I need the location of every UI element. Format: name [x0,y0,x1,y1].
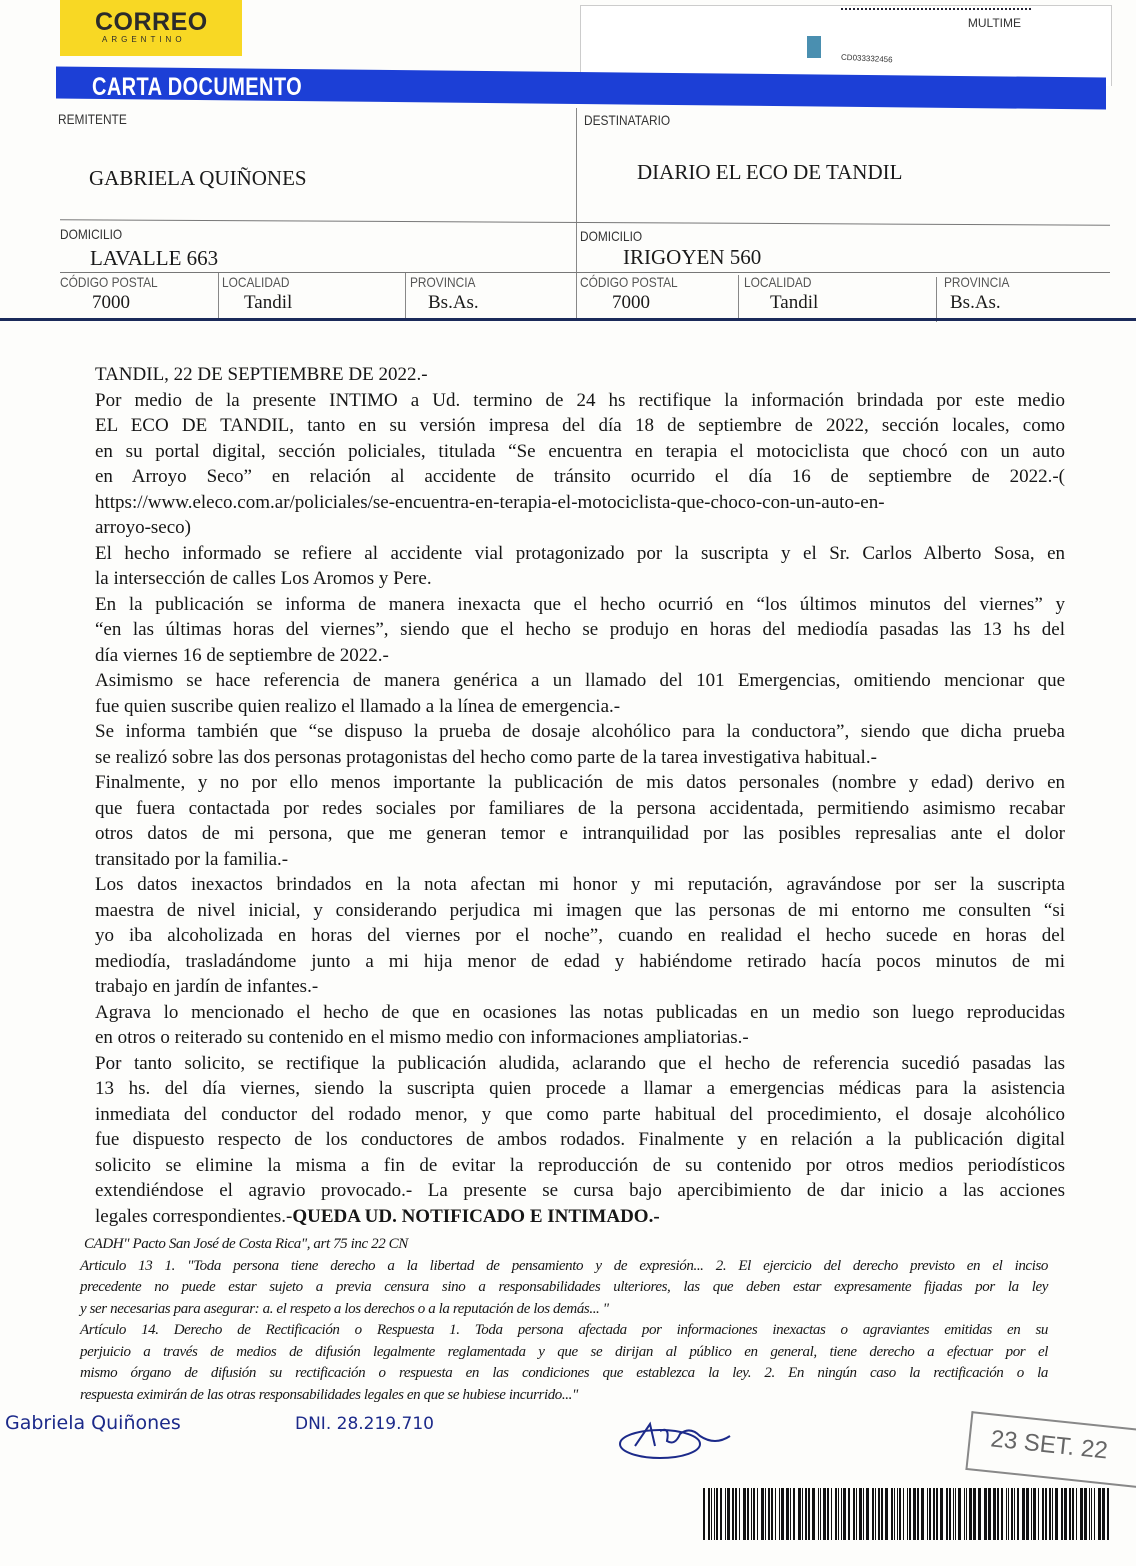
sender-cp-label: CÓDIGO POSTAL [60,274,158,290]
letter-line [95,668,1065,694]
barcode-bar [793,1488,795,1540]
postmark-stamp [965,1411,1136,1488]
letter-line [95,974,1065,1000]
barcode-bar [853,1488,855,1540]
barcode-bar [984,1488,987,1540]
postmark-date: 23 SET. 22 [989,1425,1109,1465]
letter-line [95,872,1065,898]
barcode-bar [1038,1488,1039,1540]
recipient-address: IRIGOYEN 560 [623,245,762,269]
barcode-bar [841,1488,842,1540]
barcode-bar [966,1488,967,1540]
form-title: CARTA DOCUMENTO [92,73,303,101]
letter-line [95,388,1065,414]
letter-line [95,1127,1065,1153]
barcode-bar [820,1488,821,1540]
barcode-bar [1080,1488,1083,1540]
cell-divider [218,273,219,318]
stamp-square-icon [807,36,821,58]
letter-line [95,923,1065,949]
recipient-locality: Tandil [770,292,819,313]
recipient-province: Bs.As. [950,292,1001,313]
barcode-bar [921,1488,924,1540]
letter-line [95,1076,1065,1102]
letter-text: en su portal digital, sección policiales, titulada “Se encuentra en terapia el motociclista que chocó con un auto [95,440,1065,462]
barcode-bar [1022,1488,1025,1540]
tracking-code: CD033332456 [840,52,893,65]
barcode-bar [708,1488,710,1540]
sender-locality: Tandil [244,292,293,313]
letter-text: extendiéndose el agravio provocado.- La presente se cursa bajo apercibimiento de dar inicio a las acciones [95,1180,1065,1201]
barcode-bar [716,1488,718,1540]
barcode-bar [940,1488,943,1540]
letter-text: El hecho informado se refiere al accidente vial protagonizado por la suscripta y el Sr. Carlos Alberto Sosa, en [95,542,1065,564]
letter-line [95,490,1065,516]
barcode-bar [727,1488,730,1540]
letter-line [95,1204,1065,1230]
barcode-bar [747,1488,749,1540]
barcode-bar [1033,1488,1036,1540]
letter-body [95,362,1065,1229]
barcode-bar [929,1488,931,1540]
letter-text: transitado por la familia.- [95,848,289,870]
barcode-bar [1076,1488,1077,1540]
handwritten-name: Gabriela Quiñones [5,1412,181,1434]
letter-line [95,643,1065,669]
barcode-bar [1008,1488,1009,1540]
form-bottom-edge [0,318,1136,321]
footnote-line: y ser necesarias para asegurar: a. el respeto a los derechos o a la reputación de los demás... " [80,1300,609,1317]
barcode-bar [872,1488,874,1540]
letter-line [95,1051,1065,1077]
barcode-bar [1026,1488,1029,1540]
barcode-bar [881,1488,883,1540]
barcode-bar [859,1488,862,1540]
footnote-line: precedente no puede estar sujeto a previa censura sino a responsabilidades ulteriores, las que deben estar expresamente fijadas por la ley [80,1279,1048,1295]
letter-text: arroyo-seco) [95,517,192,538]
barcode-bar [1011,1488,1013,1540]
sender-cp: 7000 [92,292,130,313]
barcode-bar [790,1488,791,1540]
barcode-bar [1006,1488,1007,1540]
barcode-bar [936,1488,938,1540]
footnote-line: Artículo 14. Derecho de Rectificación o Respuesta 1. Toda persona afectada por informaciones inexactas o agraviantes emitidas en su [80,1322,1048,1338]
barcode-bar [781,1488,784,1540]
barcode-bar [958,1488,961,1540]
barcode-bar [775,1488,776,1540]
barcode-bar [856,1488,857,1540]
barcode-bar [988,1488,991,1540]
barcode-bar [802,1488,803,1540]
barcode-bar [751,1488,752,1540]
barcode-bar [866,1488,869,1540]
recipient-cp-label: CÓDIGO POSTAL [580,274,678,290]
barcode-bar [1017,1488,1019,1540]
letter-text: mediodía, trasladándome junto a mi hija menor de edad y habiéndome retirado hacía pocos minutos de mi [95,950,1065,972]
letter-text: Finalmente, y no por ello menos importante la publicación de mis datos personales (nombre y edad) derivo en [95,772,1065,793]
letter-line [95,847,1065,873]
recipient-prov-label: PROVINCIA [944,274,1010,290]
letter-text: TANDIL, 22 DE SEPTIEMBRE DE 2022.- [95,364,428,385]
letter-text: que fuera contactada por redes sociales por familiares de la persona accidentada, permitiendo asimismo recabar [95,797,1065,819]
barcode-bar [1089,1488,1090,1540]
barcode-bar [863,1488,864,1540]
barcode-bar [732,1488,734,1540]
barcode-bar [875,1488,876,1540]
barcode-bar [1094,1488,1095,1540]
letter-text: https://www.eleco.com.ar/policiales/se-encuentra-en-terapia-el-motociclista-que-choco-con-un-auto-en- [95,491,885,513]
letter-line [95,949,1065,975]
barcode-bar [878,1488,880,1540]
letter-line [95,464,1065,490]
barcode-bar [735,1488,737,1540]
letter-text: Agrava lo mencionado el hecho de que en ocasiones las notas publicadas en un medio son luego reproducidas [95,1001,1065,1023]
letter-line [95,617,1065,643]
barcode-bar [703,1488,705,1540]
barcode-bar [1072,1488,1074,1540]
footnote-line: respuesta eximirán de las otras responsabilidades legales en que se hubiese incurrido..." [80,1386,578,1403]
stamp-label: MULTIME [967,16,1021,30]
logo-subtext: ARGENTINO [102,35,186,44]
barcode-bar [913,1488,916,1540]
divider [60,219,1110,225]
letter-line [95,566,1065,592]
barcode-bar [835,1488,837,1540]
letter-line [95,541,1065,567]
letter-text: día viernes 16 de septiembre de 2022.- [95,644,389,666]
barcode-bar [725,1488,726,1540]
barcode-bar [1064,1488,1067,1540]
letter-text: Por medio de la presente INTIMO a Ud. termino de 24 hs rectifique la información brindada por este medio [95,389,1065,411]
barcode-bar [1045,1488,1047,1540]
barcode-bar [818,1488,819,1540]
letter-text: EL ECO DE TANDIL, tanto en su versión impresa del día 18 de septiembre de 2022, sección locales, como [95,415,1065,436]
barcode-bar [917,1488,919,1540]
letter-line [95,1178,1065,1204]
barcode-bar [739,1488,740,1540]
barcode-bar [946,1488,948,1540]
recipient-label: DESTINATARIO [584,112,671,128]
letter-line [95,719,1065,745]
barcode-bar [812,1488,815,1540]
sender-loc-label: LOCALIDAD [222,274,290,290]
closing-notice: QUEDA UD. NOTIFICADO E INTIMADO.- [292,1205,660,1227]
barcode-bar [753,1488,755,1540]
barcode-bar [949,1488,951,1540]
barcode-bar [899,1488,901,1540]
barcode-bar [1001,1488,1003,1540]
letter-line [95,515,1065,541]
sender-address: LAVALLE 663 [90,246,219,270]
barcode-bar [848,1488,850,1540]
letter-line [95,413,1065,439]
barcode-bar [771,1488,773,1540]
recipient-address-label: DOMICILIO [580,228,643,244]
letter-line [95,362,1065,388]
letter-text: la intersección de calles Los Aromos y Pere. [95,568,432,589]
letter-line [95,898,1065,924]
sender-prov-label: PROVINCIA [410,274,476,290]
barcode-bar [805,1488,807,1540]
barcode-bar [1049,1488,1051,1540]
barcode-bar [765,1488,766,1540]
barcode-bar [885,1488,888,1540]
barcode-bar [831,1488,832,1540]
letter-text: En la publicación se informa de manera inexacta que el hecho ocurrió en “los últimos minutos del viernes” y [95,593,1065,615]
barcode-bar [993,1488,996,1540]
letter-text: en Arroyo Seco” en relación al accidente de tránsito ocurrido el día 16 de septiembre de 2022.-( [95,466,1065,487]
letter-text: fue dispuesto respecto de los conductores de ambos rodados. Finalmente y en relación a la publicación digital [95,1129,1065,1150]
perforation [841,8,1031,10]
barcode-bar [714,1488,715,1540]
cell-divider [936,277,937,322]
barcode-bar [838,1488,839,1540]
barcode-bar [1031,1488,1032,1540]
barcode-icon [703,1488,1113,1540]
barcode-bar [823,1488,826,1540]
sender-province: Bs.As. [428,292,479,313]
letter-text: 13 hs. del día viernes, siendo la suscripta quien procede a llamar a emergencias médicas para la asistencia [95,1078,1065,1099]
sender-label: REMITENTE [58,111,127,127]
footnote-line: Articulo 13 1. "Toda persona tiene derecho a la libertad de pensamiento y de expresión... 2. El ejercicio del derecho previsto en el inciso [80,1257,1048,1274]
letter-line [95,1025,1065,1051]
recipient-loc-label: LOCALIDAD [744,274,812,290]
barcode-bar [743,1488,746,1540]
barcode-bar [843,1488,846,1540]
cell-divider [738,275,739,320]
barcode-bar [1107,1488,1109,1540]
letter-text: Asimismo se hace referencia de manera genérica a un llamado del 101 Emergencias, omitiendo mencionar que [95,670,1065,691]
footnote-line: mismo órgano de difusión su rectificación o respuesta en las condiciones que establezca la ley. 2. En ningún caso la rectificación o la [80,1365,1048,1381]
barcode-bar [808,1488,810,1540]
letter-line [95,1153,1065,1179]
barcode-bar [955,1488,956,1540]
signature-icon [605,1406,755,1466]
barcode-bar [909,1488,911,1540]
barcode-bar [907,1488,908,1540]
barcode-bar [786,1488,789,1540]
barcode-bar [798,1488,801,1540]
letter-text: maestra de nivel inicial, y considerando perjudica mi imagen que las personas de mi entorno me consulten “si [95,899,1065,921]
barcode-bar [894,1488,895,1540]
cell-divider [405,273,406,318]
barcode-bar [978,1488,981,1540]
letter-text: otros datos de mi persona, que me generan temor e intranquilidad por las posibles represalias ante el dolor [95,823,1065,844]
barcode-bar [953,1488,954,1540]
barcode-bar [1042,1488,1044,1540]
letter-line [95,745,1065,771]
letter-line [95,694,1065,720]
barcode-bar [711,1488,712,1540]
barcode-bar [1069,1488,1071,1540]
barcode-bar [903,1488,904,1540]
letter-line [95,770,1065,796]
barcode-bar [768,1488,770,1540]
barcode-bar [933,1488,935,1540]
letter-text: fue quien suscribe quien realizo el llamado a la línea de emergencia.- [95,695,621,717]
footnote-line: perjuicio a través de medios de difusión legalmente reglamentada y que se dirijan al público en general, tiene derecho a efectuar por el [80,1343,1048,1360]
letter-text: solicito se elimine la misma a fin de evitar la reproducción de su contenido por otros medios periodísticos [95,1154,1065,1176]
barcode-bar [1084,1488,1087,1540]
barcode-bar [897,1488,898,1540]
barcode-bar [973,1488,976,1540]
barcode-bar [1098,1488,1101,1540]
barcode-bar [969,1488,972,1540]
sender-address-label: DOMICILIO [60,226,123,242]
letter-line [95,821,1065,847]
barcode-bar [997,1488,999,1540]
logo-text: CORREO [95,8,208,36]
barcode-bar [1061,1488,1063,1540]
barcode-bar [1014,1488,1015,1540]
letter-line [95,1000,1065,1026]
barcode-bar [779,1488,780,1540]
footnote-line: CADH" Pacto San José de Costa Rica", art 75 inc 22 CN [84,1236,408,1252]
letter-line [95,592,1065,618]
column-divider [576,108,577,318]
letter-line [95,796,1065,822]
recipient-name: DIARIO EL ECO DE TANDIL [637,160,903,184]
barcode-bar [1052,1488,1053,1540]
letter-text: Los datos inexactos brindados en la nota afectan mi honor y mi reputación, agravándose por ser la suscripta [95,874,1065,895]
barcode-bar [720,1488,722,1540]
letter-text: Se informa también que “se dispuso la prueba de dosaje alcohólico para la conductora”, siendo que dicha prueba [95,721,1065,742]
letter-text: “en las últimas horas del viernes”, siendo que el hecho se produjo en horas del mediodía pasadas las 13 hs del [95,619,1065,640]
legal-footnotes [80,1234,1048,1406]
barcode-bar [757,1488,758,1540]
recipient-cp: 7000 [612,292,650,313]
letter-line [95,1102,1065,1128]
letter-text: yo iba alcoholizada en horas del viernes por el noche”, cuando en realidad el hecho sucede en horas del [95,925,1065,946]
letter-text: Por tanto solicito, se rectifique la publicación aludida, aclarando que el hecho de referencia sucedió pasadas las [95,1052,1065,1074]
letter-text: legales correspondientes.- [95,1205,293,1227]
barcode-bar [827,1488,829,1540]
handwritten-dni: DNI. 28.219.710 [295,1414,434,1434]
barcode-bar [891,1488,893,1540]
letter-line [95,439,1065,465]
letter-text: en otros o reiterado su contenido en el mismo medio con informaciones ampliatorias.- [95,1027,749,1048]
letter-text: trabajo en jardín de infantes.- [95,976,319,997]
correo-argentino-logo [60,0,242,56]
barcode-bar [761,1488,764,1540]
barcode-bar [1055,1488,1058,1540]
barcode-bar [1091,1488,1092,1540]
letter-text: inmediata del conductor del rodado menor, y que como parte habitual del procedimiento, el dosaje alcohólico [95,1103,1065,1125]
barcode-bar [1102,1488,1105,1540]
barcode-bar [927,1488,928,1540]
letter-text: se realizó sobre las dos personas protagonistas del hecho como parte de la tarea investigativa habitual.- [95,746,877,768]
sender-name: GABRIELA QUIÑONES [89,166,307,190]
barcode-bar [964,1488,965,1540]
